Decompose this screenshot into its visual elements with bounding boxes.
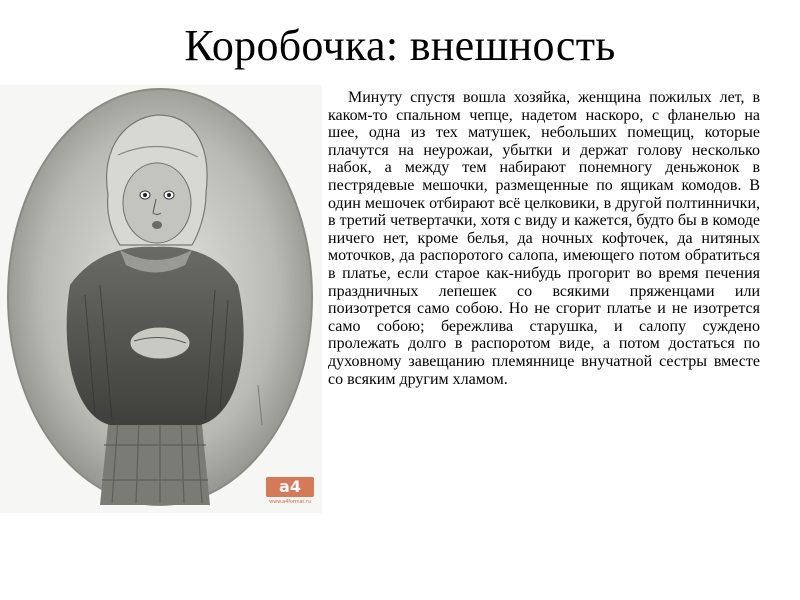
watermark-logo: a4 [266, 477, 314, 497]
portrait-drawing [0, 85, 322, 513]
korobochka-portrait [0, 85, 322, 513]
watermark-url: www.a4format.ru [269, 499, 311, 505]
watermark [266, 477, 314, 505]
quote-paragraph: Минуту спустя вошла хозяйка, женщина пожилых лет, в каком-то спальном чепце, надетом наскоро, с фланелью на шее, одна из тех матушек, небольших помещиц, которые плачутся на неурожаи, убытки и держат голову несколько набок, а между тем набирают понемногу деньжонок в пестрядевые мешочки, размещенные по ящикам комодов. В один мешочек отбирают всё целковики, в другой полтиннички, в третий четвертачки, хотя с виду и кажется, будто бы в комоде ничего нет, кроме белья, да ночных кофточек, да нитяных моточков, да распоротого салопа, имеющего потом обратиться в платье, если старое как-нибудь прогорит во время печения праздничных лепешек со всякими пряженцами или поизотрется само собою. Но не сгорит платье и не изотрется само собою; бережлива старушка, и салопу суждено пролежать долго в распоротом виде, а потом достаться по духовному завещанию племяннице внучатной сестры вместе со всяким другим хламом. [328, 89, 760, 388]
slide-title: Коробочка: внешность [184, 21, 616, 70]
